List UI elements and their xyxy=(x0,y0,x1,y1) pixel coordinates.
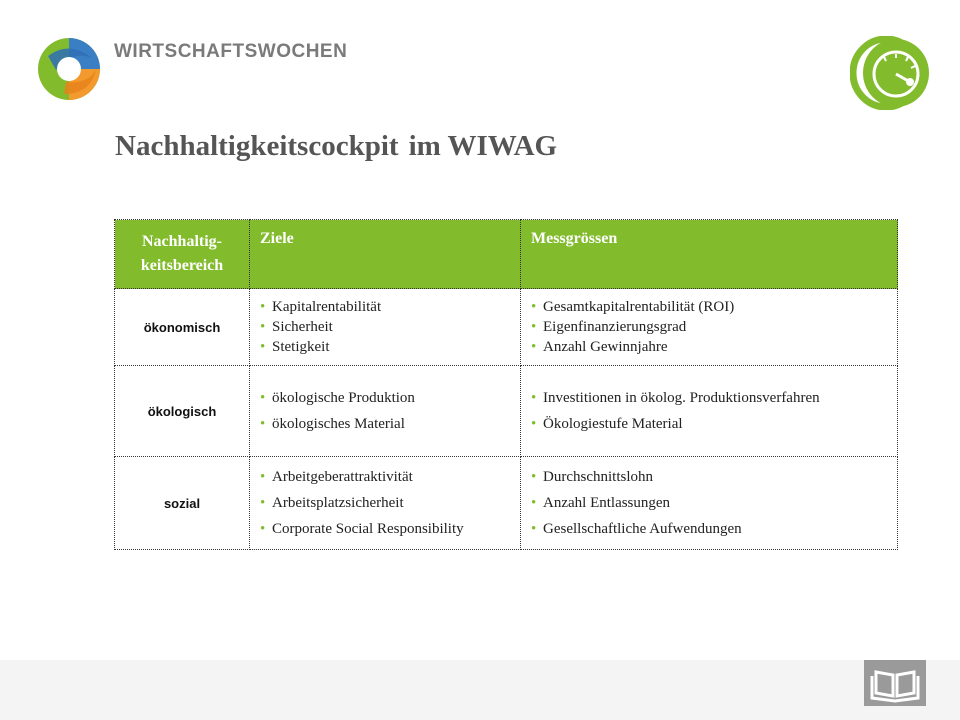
header-area-line1: Nachhaltig- xyxy=(142,233,222,250)
page-title-main: Nachhaltigkeitscockpit xyxy=(115,130,399,162)
list-item: • ökologische Produktion xyxy=(260,390,415,406)
table-row xyxy=(115,457,898,550)
metrics-cell xyxy=(521,366,898,457)
wirtschaftswochen-logo-icon xyxy=(36,36,102,102)
metrics-cell xyxy=(521,289,898,366)
table-row xyxy=(115,366,898,457)
header-goals: Ziele xyxy=(250,220,521,289)
list-item: • Gesellschaftliche Aufwendungen xyxy=(531,521,742,537)
list-item: • Sicherheit xyxy=(260,319,333,335)
sustainability-table xyxy=(114,219,898,550)
table-header-row xyxy=(115,220,898,289)
list-item: • Gesamtkapitalrentabilität (ROI) xyxy=(531,299,735,315)
goals-cell xyxy=(250,366,521,457)
list-item: • Corporate Social Responsibility xyxy=(260,521,464,537)
book-icon xyxy=(864,660,926,706)
header-area xyxy=(115,220,250,289)
goals-cell xyxy=(250,457,521,550)
book-button[interactable] xyxy=(864,660,926,706)
metrics-cell xyxy=(521,457,898,550)
header-area-line2: keitsbereich xyxy=(140,257,224,274)
list-item: • Ökologiestufe Material xyxy=(531,416,683,432)
list-item: • Eigenfinanzierungsgrad xyxy=(531,319,687,335)
footer-bar xyxy=(0,660,960,720)
area-cell: ökologisch xyxy=(115,366,250,457)
list-item: • Kapitalrentabilität xyxy=(260,299,382,315)
table-row xyxy=(115,289,898,366)
list-item: • Investitionen in ökolog. Produktionsverfahren xyxy=(531,390,820,406)
list-item: • Anzahl Entlassungen xyxy=(531,495,671,511)
area-cell: ökonomisch xyxy=(115,289,250,366)
area-cell: sozial xyxy=(115,457,250,550)
goals-cell xyxy=(250,289,521,366)
page-title xyxy=(115,130,557,163)
header-metrics: Messgrössen xyxy=(521,220,898,289)
speedometer-icon xyxy=(850,36,932,110)
list-item: • Durchschnittslohn xyxy=(531,469,653,485)
page-title-suffix: im WIWAG xyxy=(408,130,558,162)
list-item: • Anzahl Gewinnjahre xyxy=(531,339,668,355)
brand-name: WIRTSCHAFTSWOCHEN xyxy=(114,41,348,62)
list-item: • ökologisches Material xyxy=(260,416,405,432)
list-item: • Stetigkeit xyxy=(260,339,330,355)
list-item: • Arbeitgeberattraktivität xyxy=(260,469,413,485)
list-item: • Arbeitsplatzsicherheit xyxy=(260,495,404,511)
